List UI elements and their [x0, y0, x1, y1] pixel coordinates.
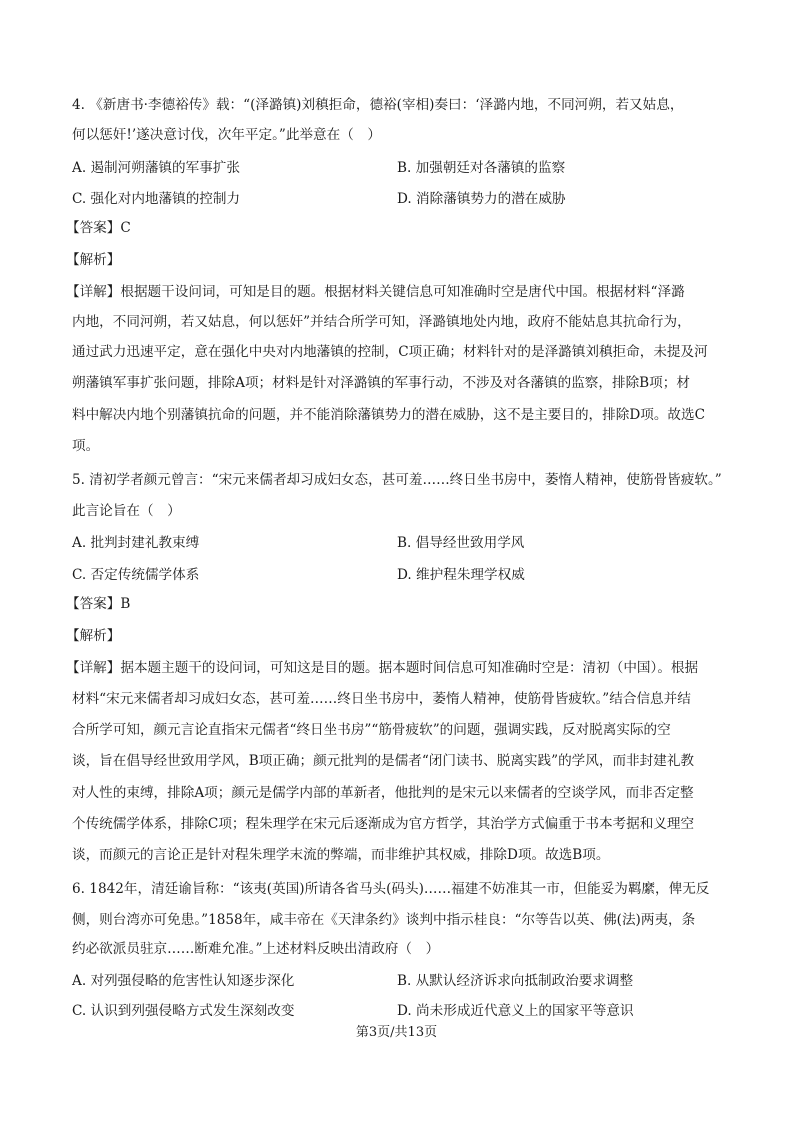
q5-option-c: C. 否定传统儒学体系 — [72, 567, 200, 583]
q6-stem-line-1: 6. 1842年，清廷谕旨称：“该夷(英国)所请各省马头(码头)……福建不妨准其一市，但能妥为羁縻，俾无反 — [72, 881, 710, 897]
q5-explanation-line-6: 个传统儒学体系，排除C项；程朱理学在宋元后逐渐成为官方哲学，其治学方式偏重于书本考据和义理空 — [72, 816, 695, 832]
q4-option-b: B. 加强朝廷对各藩镇的监察 — [397, 160, 566, 176]
q5-answer: 【答案】B — [66, 596, 131, 612]
q5-stem-line-1: 5. 清初学者颜元曾言：“宋元来儒者却习成妇女态，甚可羞……终日坐书房中，萎惰人精神，使筋骨皆疲软。” — [72, 472, 722, 488]
q6-option-b: B. 从默认经济诉求向抵制政治要求调整 — [397, 973, 634, 989]
q4-option-d: D. 消除藩镇势力的潜在威胁 — [397, 191, 566, 207]
q6-option-d: D. 尚未形成近代意义上的国家平等意识 — [397, 1003, 634, 1019]
q5-option-b: B. 倡导经世致用学风 — [397, 535, 525, 551]
q5-explanation-line-5: 对人性的束缚，排除A项；颜元是儒学内部的革新者，他批判的是宋元以来儒者的空谈学风，而非否定整 — [72, 785, 694, 801]
q5-stem-line-2: 此言论旨在（ ） — [72, 503, 181, 519]
q4-explanation-line-1: 【详解】根据题干设问词，可知是目的题。根据材料关键信息可知准确时空是唐代中国。根据材料“泽潞 — [66, 284, 685, 300]
q4-option-c: C. 强化对内地藩镇的控制力 — [72, 191, 241, 207]
q4-explanation-line-5: 料中解决内地个别藩镇抗命的问题，并不能消除藩镇势力的潜在威胁，这不是主要目的，排除D项。故选C — [72, 407, 706, 423]
q5-option-a: A. 批判封建礼教束缚 — [72, 535, 200, 551]
page-number-footer: 第3页/共13页 — [355, 1025, 438, 1040]
q4-explanation-line-2: 内地，不同河朔，若又姑息，何以惩奸”并结合所学可知，泽潞镇地处内地，政府不能姑息其抗命行为， — [72, 314, 691, 330]
q5-analysis-label: 【解析】 — [66, 628, 121, 644]
q4-option-a: A. 遏制河朔藩镇的军事扩张 — [72, 160, 240, 176]
q5-explanation-line-1: 【详解】据本题主题干的设问词，可知这是目的题。据本题时间信息可知准确时空是：清初（中国）。根据 — [66, 660, 699, 676]
q5-explanation-line-4: 谈，旨在倡导经世致用学风，B项正确；颜元批判的是儒者“闭门读书、脱离实践”的学风，而非封建礼教 — [72, 753, 695, 769]
q5-explanation-line-3: 合所学可知，颜元言论直指宋元儒者“终日坐书房”“筋骨疲软”的问题，强调实践，反对脱离实际的空 — [72, 722, 671, 738]
q5-explanation-line-2: 材料“宋元来儒者却习成妇女态，甚可羞……终日坐书房中，萎惰人精神，使筋骨皆疲软。”结合信息并结 — [72, 691, 691, 707]
q4-answer: 【答案】C — [66, 220, 131, 236]
q4-stem-line-2: 何以惩奸!’遂决意讨伐，次年平定。”此举意在（ ） — [72, 127, 381, 143]
q6-stem-line-2: 侧，则台湾亦可免患。”1858年，咸丰帝在《天津条约》谈判中指示桂良：“尔等告以英、佛(法)两夷，条 — [72, 912, 696, 928]
q6-stem-line-3: 约必欲派员驻京……断难允准。”上述材料反映出清政府（ ） — [72, 941, 440, 957]
q6-option-a: A. 对列强侵略的危害性认知逐步深化 — [72, 973, 295, 989]
q4-explanation-line-3: 通过武力迅速平定，意在强化中央对内地藩镇的控制，C项正确；材料针对的是泽潞镇刘稹拒命，未提及河 — [72, 344, 708, 360]
q4-analysis-label: 【解析】 — [66, 252, 121, 268]
q4-explanation-line-4: 朔藩镇军事扩张问题，排除A项；材料是针对泽潞镇的军事行动，不涉及对各藩镇的监察，排除B项；材 — [72, 375, 690, 391]
q6-option-c: C. 认识到列强侵略方式发生深刻改变 — [72, 1003, 295, 1019]
q4-stem-line-1: 4. 《新唐书·李德裕传》载：“(泽潞镇)刘稹拒命，德裕(宰相)奏曰：‘泽潞内地，不同河朔，若又姑息， — [72, 97, 684, 113]
q5-option-d: D. 维护程朱理学权威 — [397, 567, 525, 583]
q4-explanation-line-6: 项。 — [72, 438, 100, 454]
q5-explanation-line-7: 谈，而颜元的言论正是针对程朱理学末流的弊端，而非维护其权威，排除D项。故选B项。 — [72, 847, 610, 863]
